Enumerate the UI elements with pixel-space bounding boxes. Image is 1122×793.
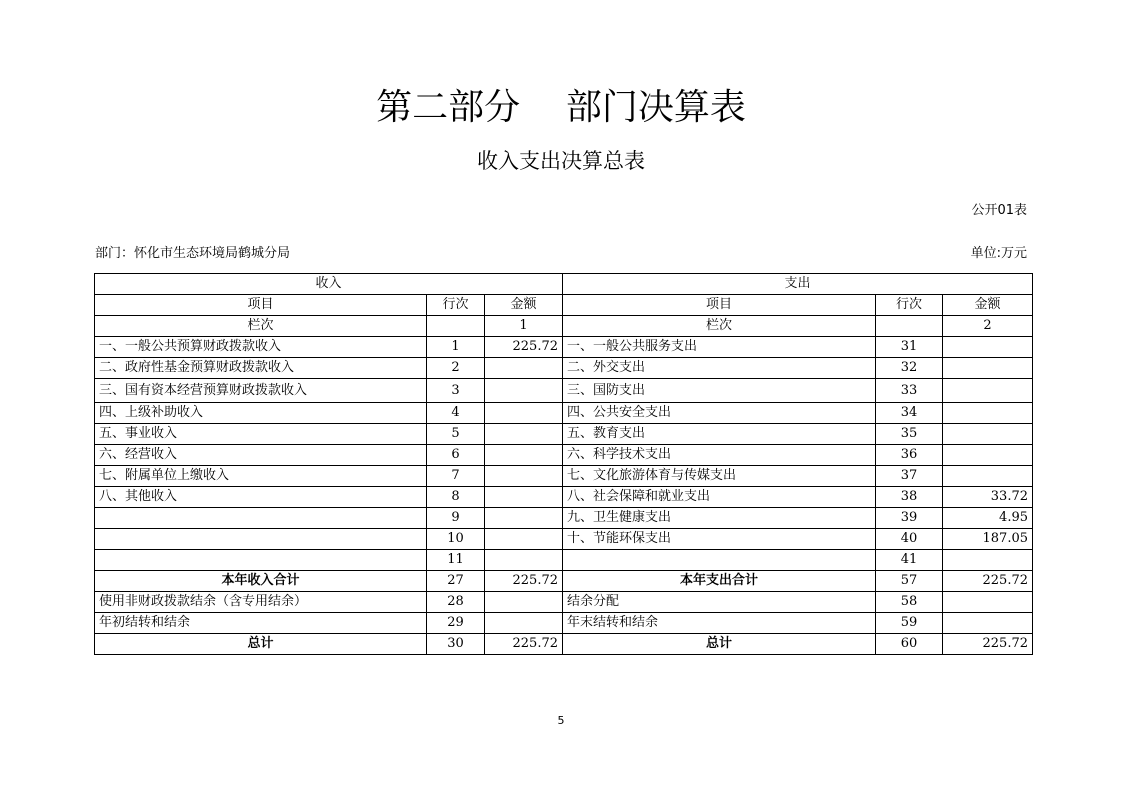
income-item: 年初结转和结余 (95, 613, 427, 634)
expense-amount-header: 金额 (943, 295, 1033, 316)
income-amount (485, 466, 563, 487)
income-col-index: 1 (485, 316, 563, 337)
expense-row-no: 36 (876, 445, 943, 466)
table-row (95, 424, 1033, 445)
table-row (95, 550, 1033, 571)
income-amount (485, 424, 563, 445)
section-header-row (95, 274, 1033, 295)
table-row (95, 508, 1033, 529)
page-title: 第二部分 部门决算表 (376, 87, 746, 128)
income-amount (485, 508, 563, 529)
expense-amount (943, 379, 1033, 403)
income-item: 六、经营收入 (95, 445, 427, 466)
income-item: 二、政府性基金预算财政拨款收入 (95, 358, 427, 379)
income-amount (485, 379, 563, 403)
grand-total-row (95, 634, 1033, 655)
expense-item: 十、节能环保支出 (563, 529, 876, 550)
expense-item: 结余分配 (563, 592, 876, 613)
expense-grand-total-label: 总计 (563, 634, 876, 655)
expense-item: 五、教育支出 (563, 424, 876, 445)
income-amount-header: 金额 (485, 295, 563, 316)
income-amount (485, 445, 563, 466)
expense-row-no: 34 (876, 403, 943, 424)
expense-amount: 33.72 (943, 487, 1033, 508)
income-row-no: 2 (427, 358, 485, 379)
income-amount (485, 613, 563, 634)
income-row-no: 7 (427, 466, 485, 487)
income-year-total-no: 27 (427, 571, 485, 592)
income-row-no: 4 (427, 403, 485, 424)
income-row-no-header: 行次 (427, 295, 485, 316)
income-year-total-amount: 225.72 (485, 571, 563, 592)
expense-item: 八、社会保障和就业支出 (563, 487, 876, 508)
income-row-no: 3 (427, 379, 485, 403)
column-header-row (95, 295, 1033, 316)
expense-row-no: 59 (876, 613, 943, 634)
income-expense-table (94, 273, 1033, 655)
income-row-no: 1 (427, 337, 485, 358)
expense-row-no: 40 (876, 529, 943, 550)
income-amount (485, 529, 563, 550)
income-item: 五、事业收入 (95, 424, 427, 445)
income-row-no: 8 (427, 487, 485, 508)
table-row (95, 613, 1033, 634)
income-row-no: 29 (427, 613, 485, 634)
expense-grand-total-amount: 225.72 (943, 634, 1033, 655)
income-index-label: 栏次 (95, 316, 427, 337)
expense-item: 六、科学技术支出 (563, 445, 876, 466)
expense-index-blank (876, 316, 943, 337)
income-item: 一、一般公共预算财政拨款收入 (95, 337, 427, 358)
expense-item: 年末结转和结余 (563, 613, 876, 634)
income-item-header: 项目 (95, 295, 427, 316)
income-section-header: 收入 (95, 274, 563, 295)
income-row-no: 5 (427, 424, 485, 445)
expense-item: 一、一般公共服务支出 (563, 337, 876, 358)
income-grand-total-no: 30 (427, 634, 485, 655)
expense-item: 四、公共安全支出 (563, 403, 876, 424)
expense-amount (943, 337, 1033, 358)
expense-item-header: 项目 (563, 295, 876, 316)
income-item: 四、上级补助收入 (95, 403, 427, 424)
income-item: 八、其他收入 (95, 487, 427, 508)
expense-amount (943, 466, 1033, 487)
table-row (95, 529, 1033, 550)
expense-item: 七、文化旅游体育与传媒支出 (563, 466, 876, 487)
expense-amount (943, 358, 1033, 379)
department-label: 部门：怀化市生态环境局鹤城分局 (95, 246, 291, 261)
income-item: 使用非财政拨款结余（含专用结余） (95, 592, 427, 613)
expense-year-total-amount: 225.72 (943, 571, 1033, 592)
expense-amount (943, 445, 1033, 466)
income-item (95, 508, 427, 529)
income-year-total-label: 本年收入合计 (95, 571, 427, 592)
table-row (95, 487, 1033, 508)
table-row (95, 592, 1033, 613)
income-row-no: 28 (427, 592, 485, 613)
expense-amount (943, 592, 1033, 613)
expense-index-label: 栏次 (563, 316, 876, 337)
expense-item: 三、国防支出 (563, 379, 876, 403)
income-row-no: 9 (427, 508, 485, 529)
expense-amount: 4.95 (943, 508, 1033, 529)
unit-label: 单位:万元 (970, 246, 1027, 261)
table-number: 公开01表 (971, 203, 1027, 218)
income-amount (485, 550, 563, 571)
income-item (95, 529, 427, 550)
expense-row-no: 32 (876, 358, 943, 379)
income-amount (485, 358, 563, 379)
expense-section-header: 支出 (563, 274, 1033, 295)
income-item (95, 550, 427, 571)
expense-amount (943, 424, 1033, 445)
income-amount: 225.72 (485, 337, 563, 358)
expense-item: 二、外交支出 (563, 358, 876, 379)
expense-row-no: 31 (876, 337, 943, 358)
expense-item (563, 550, 876, 571)
expense-item: 九、卫生健康支出 (563, 508, 876, 529)
income-item: 七、附属单位上缴收入 (95, 466, 427, 487)
expense-amount (943, 403, 1033, 424)
income-amount (485, 403, 563, 424)
income-item: 三、国有资本经营预算财政拨款收入 (95, 379, 427, 403)
table-row (95, 337, 1033, 358)
expense-row-no-header: 行次 (876, 295, 943, 316)
expense-grand-total-no: 60 (876, 634, 943, 655)
expense-amount (943, 613, 1033, 634)
income-grand-total-label: 总计 (95, 634, 427, 655)
expense-col-index: 2 (943, 316, 1033, 337)
column-index-row (95, 316, 1033, 337)
table-subtitle: 收入支出决算总表 (477, 149, 645, 173)
expense-row-no: 58 (876, 592, 943, 613)
income-row-no: 6 (427, 445, 485, 466)
expense-row-no: 41 (876, 550, 943, 571)
expense-year-total-label: 本年支出合计 (563, 571, 876, 592)
income-index-blank (427, 316, 485, 337)
expense-row-no: 37 (876, 466, 943, 487)
page-number: 5 (557, 714, 565, 727)
expense-year-total-no: 57 (876, 571, 943, 592)
income-amount (485, 487, 563, 508)
table-row (95, 358, 1033, 379)
table-row (95, 445, 1033, 466)
expense-amount: 187.05 (943, 529, 1033, 550)
income-row-no: 11 (427, 550, 485, 571)
expense-amount (943, 550, 1033, 571)
income-grand-total-amount: 225.72 (485, 634, 563, 655)
income-row-no: 10 (427, 529, 485, 550)
year-total-row (95, 571, 1033, 592)
table-row (95, 379, 1033, 403)
income-amount (485, 592, 563, 613)
expense-row-no: 35 (876, 424, 943, 445)
table-row (95, 466, 1033, 487)
table-row (95, 403, 1033, 424)
expense-row-no: 38 (876, 487, 943, 508)
expense-row-no: 39 (876, 508, 943, 529)
expense-row-no: 33 (876, 379, 943, 403)
